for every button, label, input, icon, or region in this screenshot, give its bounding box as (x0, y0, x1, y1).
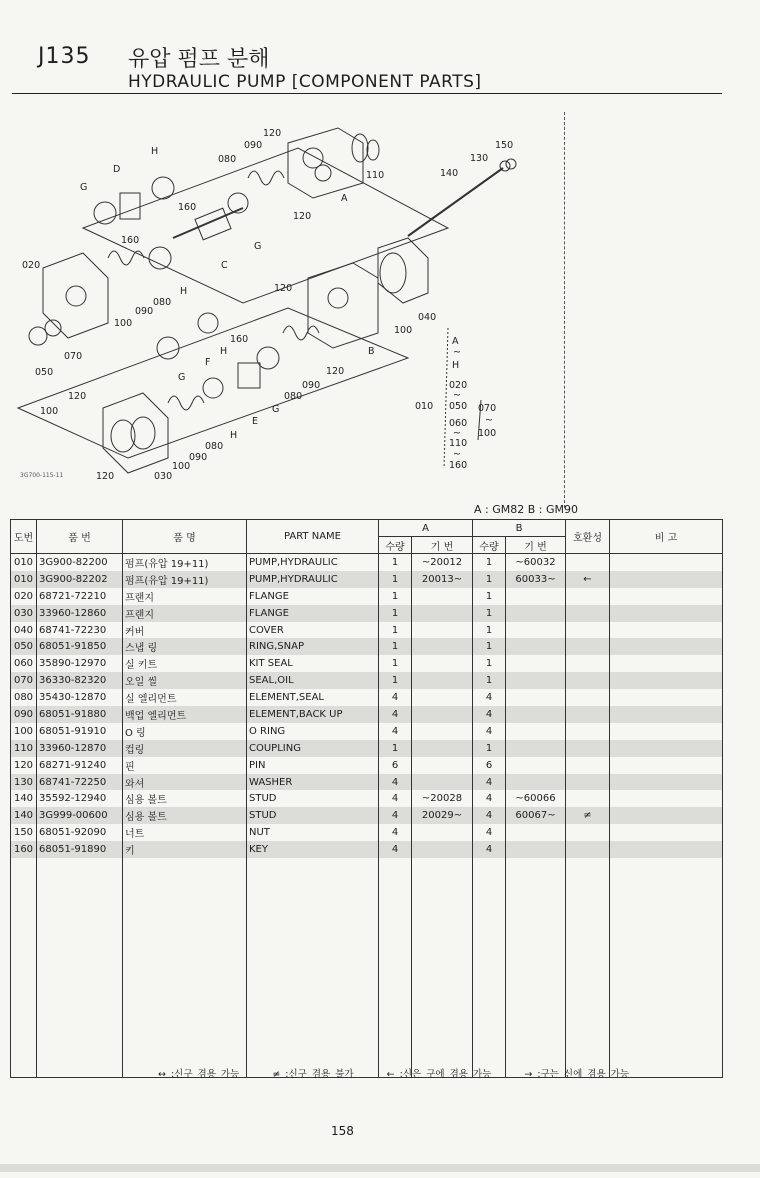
cell-part-no: 68051-91880 (37, 706, 123, 723)
cell-sa (412, 824, 473, 841)
range-mark: ~ (453, 428, 461, 439)
table-row (11, 706, 723, 723)
cell-sa (412, 622, 473, 639)
callout: 120 (96, 471, 115, 482)
legend-both: ↔ :신구 겸용 가능 (158, 1069, 240, 1080)
cell-part-no: 68721-72210 (37, 588, 123, 605)
cell-part-no: 33960-12870 (37, 740, 123, 757)
callout: G (80, 182, 88, 193)
cell-remarks (610, 841, 723, 858)
cell-ic (566, 672, 610, 689)
header-group-b: B (473, 520, 566, 537)
cell-remarks (610, 706, 723, 723)
section-code: J135 (38, 44, 91, 69)
exploded-diagram (8, 118, 558, 488)
cell-ic (566, 655, 610, 672)
cell-ic (566, 605, 610, 622)
diagram-divider (564, 112, 565, 508)
callout: 100 (394, 325, 413, 336)
interchange-legend (158, 1066, 657, 1080)
cell-sb (506, 672, 566, 689)
cell-sb (506, 824, 566, 841)
range-mark: 060 (449, 418, 468, 429)
callout: 030 (154, 471, 173, 482)
cell-sa (412, 638, 473, 655)
table-row (11, 723, 723, 740)
cell-part-no: 68741-72250 (37, 774, 123, 791)
gear-d (120, 193, 140, 219)
cell-remarks (610, 588, 723, 605)
cell-sb (506, 706, 566, 723)
cell-ref: 010 (11, 571, 37, 588)
cell-qa: 4 (379, 723, 412, 740)
cell-sa (412, 841, 473, 858)
cell-name-kr: 오일 씰 (123, 672, 247, 689)
cell-qb: 4 (473, 774, 506, 791)
cell-qa: 1 (379, 672, 412, 689)
cell-name-kr: 심용 볼트 (123, 790, 247, 807)
cell-ref: 150 (11, 824, 37, 841)
cell-qb: 1 (473, 655, 506, 672)
cell-qa: 4 (379, 774, 412, 791)
cell-qb: 6 (473, 757, 506, 774)
page-title-english: HYDRAULIC PUMP [COMPONENT PARTS] (128, 72, 482, 92)
cell-sa (412, 588, 473, 605)
cell-qa: 4 (379, 824, 412, 841)
cell-part-no: 68741-72230 (37, 622, 123, 639)
cell-name: STUD (247, 790, 379, 807)
cell-ref: 160 (11, 841, 37, 858)
cell-sb (506, 655, 566, 672)
range-mark: ~ (453, 390, 461, 401)
cell-ref: 130 (11, 774, 37, 791)
callout: 120 (326, 366, 345, 377)
table-row (11, 740, 723, 757)
cell-part-no: 35592-12940 (37, 790, 123, 807)
cell-name: PUMP,HYDRAULIC (247, 571, 379, 588)
callout: 020 (22, 260, 41, 271)
cell-sa: ~20028 (412, 790, 473, 807)
callout: 080 (205, 441, 224, 452)
cell-name-kr: O 링 (123, 723, 247, 740)
cell-qa: 1 (379, 622, 412, 639)
callout: H (220, 346, 228, 357)
sub-mark: 100 (478, 428, 497, 439)
callout: G (178, 372, 186, 383)
coupling-part (352, 134, 368, 162)
cell-sb (506, 638, 566, 655)
cell-sa: 20029~ (412, 807, 473, 824)
cell-ref: 090 (11, 706, 37, 723)
cell-sa (412, 774, 473, 791)
callout: 070 (64, 351, 83, 362)
cell-ref: 060 (11, 655, 37, 672)
cell-name: FLANGE (247, 605, 379, 622)
range-mark: A (452, 336, 459, 347)
cell-sa (412, 689, 473, 706)
cell-ic (566, 689, 610, 706)
cell-remarks (610, 655, 723, 672)
cell-remarks (610, 774, 723, 791)
cell-ic (566, 706, 610, 723)
cell-part-no: 33960-12860 (37, 605, 123, 622)
callout: D (113, 164, 121, 175)
table-row (11, 638, 723, 655)
callout: 050 (35, 367, 54, 378)
cell-qa: 1 (379, 554, 412, 571)
callout: 160 (230, 334, 249, 345)
cell-qb: 4 (473, 824, 506, 841)
legend-none: ≠ :신구 겸용 불가 (272, 1069, 354, 1080)
callout: 100 (40, 406, 59, 417)
cell-remarks (610, 740, 723, 757)
cell-sa (412, 723, 473, 740)
cell-qb: 4 (473, 723, 506, 740)
cell-qa: 4 (379, 790, 412, 807)
cell-part-no: 35890-12970 (37, 655, 123, 672)
cell-name: O RING (247, 723, 379, 740)
cell-name-kr: 스냅 링 (123, 638, 247, 655)
table-row (11, 655, 723, 672)
header-qty-a: 수량 (379, 537, 412, 554)
cell-name-kr: 심용 볼트 (123, 807, 247, 824)
cell-ref: 140 (11, 807, 37, 824)
cell-name: WASHER (247, 774, 379, 791)
table-row (11, 605, 723, 622)
table-row (11, 588, 723, 605)
cell-remarks (610, 689, 723, 706)
cell-qa: 4 (379, 807, 412, 824)
cell-remarks (610, 824, 723, 841)
cell-name-kr: 커버 (123, 622, 247, 639)
cell-qb: 1 (473, 571, 506, 588)
cell-qb: 4 (473, 706, 506, 723)
cell-name-kr: 핀 (123, 757, 247, 774)
cell-qb: 1 (473, 622, 506, 639)
callout: E (252, 416, 259, 427)
header-qty-b: 수량 (473, 537, 506, 554)
cell-ref: 100 (11, 723, 37, 740)
cell-sa (412, 605, 473, 622)
parts-table (10, 519, 723, 1078)
cell-part-no: 35430-12870 (37, 689, 123, 706)
header-remarks: 비 고 (610, 520, 723, 554)
range-mark: H (452, 360, 460, 371)
cell-part-no: 36330-82320 (37, 672, 123, 689)
header-group-a: A (379, 520, 473, 537)
table-row (11, 841, 723, 858)
cell-name: PIN (247, 757, 379, 774)
cell-ic (566, 774, 610, 791)
cell-part-no: 3G900-82202 (37, 571, 123, 588)
callout: A (341, 193, 348, 204)
cell-remarks (610, 571, 723, 588)
cell-qb: 4 (473, 790, 506, 807)
cell-part-no: 68051-92090 (37, 824, 123, 841)
callout: 160 (121, 235, 140, 246)
header-serial-a: 기 번 (412, 537, 473, 554)
cell-ref: 080 (11, 689, 37, 706)
cell-qb: 4 (473, 807, 506, 824)
cell-remarks (610, 807, 723, 824)
cover-040 (378, 238, 428, 303)
flange-020 (43, 253, 108, 338)
cell-ic (566, 757, 610, 774)
cell-sb: 60067~ (506, 807, 566, 824)
callout: 100 (172, 461, 191, 472)
table-row (11, 554, 723, 571)
range-mark: ~ (453, 449, 461, 460)
table-row (11, 571, 723, 588)
header-part-no: 품 번 (37, 520, 123, 554)
cell-ic (566, 824, 610, 841)
cell-name-kr: 실 엘리먼트 (123, 689, 247, 706)
callout: F (205, 357, 211, 368)
model-note: A : GM82 B : GM90 (474, 503, 578, 516)
cell-qb: 1 (473, 554, 506, 571)
scan-edge (0, 1164, 760, 1172)
range-prefix: 010 (415, 401, 434, 412)
cell-sb (506, 841, 566, 858)
cell-name: COUPLING (247, 740, 379, 757)
flange-030 (103, 393, 168, 473)
header-ref: 도번 (11, 520, 37, 554)
callout: G (254, 241, 262, 252)
cell-sa: ~20012 (412, 554, 473, 571)
cell-ref: 050 (11, 638, 37, 655)
callout: 120 (293, 211, 312, 222)
cell-ic (566, 723, 610, 740)
cell-ic (566, 740, 610, 757)
gear-c (195, 208, 231, 240)
cell-part-no: 3G900-82200 (37, 554, 123, 571)
cell-ic (566, 790, 610, 807)
cell-ic (566, 588, 610, 605)
cell-sa (412, 740, 473, 757)
cell-qa: 1 (379, 655, 412, 672)
cell-sb: 60033~ (506, 571, 566, 588)
diagram-sheet-id: 3G700-115-11 (20, 472, 64, 479)
callout: 120 (263, 128, 282, 139)
gear-e (238, 363, 260, 388)
callout: G (272, 404, 280, 415)
callout: 090 (189, 452, 208, 463)
cell-qb: 4 (473, 841, 506, 858)
callout: 090 (302, 380, 321, 391)
cell-qb: 1 (473, 740, 506, 757)
cell-part-no: 68051-91910 (37, 723, 123, 740)
cell-name-kr: 실 키트 (123, 655, 247, 672)
cell-qa: 1 (379, 740, 412, 757)
callout: 130 (470, 153, 489, 164)
cell-name: SEAL,OIL (247, 672, 379, 689)
sub-mark: 070 (478, 403, 497, 414)
callout: 160 (178, 202, 197, 213)
table-row (11, 672, 723, 689)
cell-sb (506, 622, 566, 639)
sub-mark: ~ (485, 415, 493, 426)
cell-name-kr: 펌프(유압 19+11) (123, 554, 247, 571)
cell-name: ELEMENT,BACK UP (247, 706, 379, 723)
cell-name-kr: 프랜지 (123, 605, 247, 622)
frame-lower (18, 308, 408, 458)
cell-name: FLANGE (247, 588, 379, 605)
table-row (11, 757, 723, 774)
cell-part-no: 68051-91850 (37, 638, 123, 655)
header-interchange: 호환성 (566, 520, 610, 554)
parts-table-body (11, 554, 723, 1078)
cell-qa: 4 (379, 706, 412, 723)
cell-ref: 070 (11, 672, 37, 689)
callout: B (368, 346, 375, 357)
cell-part-no: 68271-91240 (37, 757, 123, 774)
cell-sb (506, 774, 566, 791)
legend-new-to-old: ← :신은 구에 겸용 가능 (386, 1069, 492, 1080)
cell-ic (566, 622, 610, 639)
table-blank-area (11, 858, 723, 1078)
frame-upper (83, 148, 448, 303)
callout: 040 (418, 312, 437, 323)
cell-name-kr: 컵링 (123, 740, 247, 757)
callout: H (151, 146, 159, 157)
cell-ref: 030 (11, 605, 37, 622)
cell-remarks (610, 622, 723, 639)
cell-remarks (610, 605, 723, 622)
cell-remarks (610, 723, 723, 740)
cell-sb (506, 757, 566, 774)
cell-ic (566, 638, 610, 655)
callout: 090 (244, 140, 263, 151)
header-rule (12, 93, 722, 94)
cell-remarks (610, 757, 723, 774)
callout: H (230, 430, 238, 441)
cell-ref: 040 (11, 622, 37, 639)
cell-qa: 1 (379, 571, 412, 588)
cell-qa: 1 (379, 588, 412, 605)
cell-name: PUMP,HYDRAULIC (247, 554, 379, 571)
cell-ref: 010 (11, 554, 37, 571)
range-mark: 020 (449, 380, 468, 391)
cell-sa (412, 757, 473, 774)
cell-qa: 6 (379, 757, 412, 774)
cell-remarks (610, 554, 723, 571)
callout: 080 (284, 391, 303, 402)
callout: 150 (495, 140, 514, 151)
cell-name: NUT (247, 824, 379, 841)
cell-sb (506, 689, 566, 706)
range-mark: 160 (449, 460, 468, 471)
cell-remarks (610, 672, 723, 689)
cell-name: KEY (247, 841, 379, 858)
cell-qb: 1 (473, 605, 506, 622)
cell-sb (506, 605, 566, 622)
range-mark: 050 (449, 401, 468, 412)
cell-qa: 1 (379, 605, 412, 622)
cell-ref: 110 (11, 740, 37, 757)
cell-sa (412, 672, 473, 689)
range-mark: ~ (453, 347, 461, 358)
range-mark: 110 (449, 438, 468, 449)
cell-ic (566, 554, 610, 571)
table-row (11, 622, 723, 639)
table-row (11, 824, 723, 841)
cell-remarks (610, 790, 723, 807)
cell-name: COVER (247, 622, 379, 639)
cell-sb: ~60032 (506, 554, 566, 571)
cell-name-kr: 프랜지 (123, 588, 247, 605)
cell-sa (412, 706, 473, 723)
header-serial-b: 기 번 (506, 537, 566, 554)
cell-sb (506, 588, 566, 605)
cell-ic: ≠ (566, 807, 610, 824)
cell-qb: 1 (473, 672, 506, 689)
cell-name-kr: 와셔 (123, 774, 247, 791)
cell-name-kr: 키 (123, 841, 247, 858)
header-name-kr: 품 명 (123, 520, 247, 554)
cell-sb (506, 740, 566, 757)
cell-qb: 1 (473, 588, 506, 605)
callout: 120 (274, 283, 293, 294)
cell-sa: 20013~ (412, 571, 473, 588)
page-number: 158 (331, 1124, 354, 1138)
cell-ic (566, 841, 610, 858)
cell-remarks (610, 638, 723, 655)
cell-part-no: 3G999-00600 (37, 807, 123, 824)
cell-qa: 4 (379, 689, 412, 706)
callout: C (221, 260, 228, 271)
cell-part-no: 68051-91890 (37, 841, 123, 858)
table-row (11, 807, 723, 824)
cell-name: RING,SNAP (247, 638, 379, 655)
callout: 120 (68, 391, 87, 402)
cell-qa: 1 (379, 638, 412, 655)
cell-qa: 4 (379, 841, 412, 858)
table-row (11, 790, 723, 807)
cell-name: ELEMENT,SEAL (247, 689, 379, 706)
legend-old-to-new: → :구는 신에 겸용 가능 (524, 1069, 629, 1080)
cell-qb: 1 (473, 638, 506, 655)
cell-name-kr: 펌프(유압 19+11) (123, 571, 247, 588)
header-part-name: PART NAME (247, 520, 379, 554)
cell-qb: 4 (473, 689, 506, 706)
cell-sb: ~60066 (506, 790, 566, 807)
cell-ref: 140 (11, 790, 37, 807)
callout: 140 (440, 168, 459, 179)
table-row (11, 689, 723, 706)
cell-sb (506, 723, 566, 740)
callout: 090 (135, 306, 154, 317)
cell-name: STUD (247, 807, 379, 824)
callout: H (180, 286, 188, 297)
cell-name: KIT SEAL (247, 655, 379, 672)
callout: 110 (366, 170, 385, 181)
callout: 080 (218, 154, 237, 165)
cell-name-kr: 너트 (123, 824, 247, 841)
cell-sa (412, 655, 473, 672)
callout: 100 (114, 318, 133, 329)
callout: 080 (153, 297, 172, 308)
cell-ref: 120 (11, 757, 37, 774)
cell-name-kr: 백업 엘리먼트 (123, 706, 247, 723)
cell-ic: ← (566, 571, 610, 588)
page-title-korean: 유압 펌프 분해 (128, 47, 270, 72)
cell-ref: 020 (11, 588, 37, 605)
table-row (11, 774, 723, 791)
